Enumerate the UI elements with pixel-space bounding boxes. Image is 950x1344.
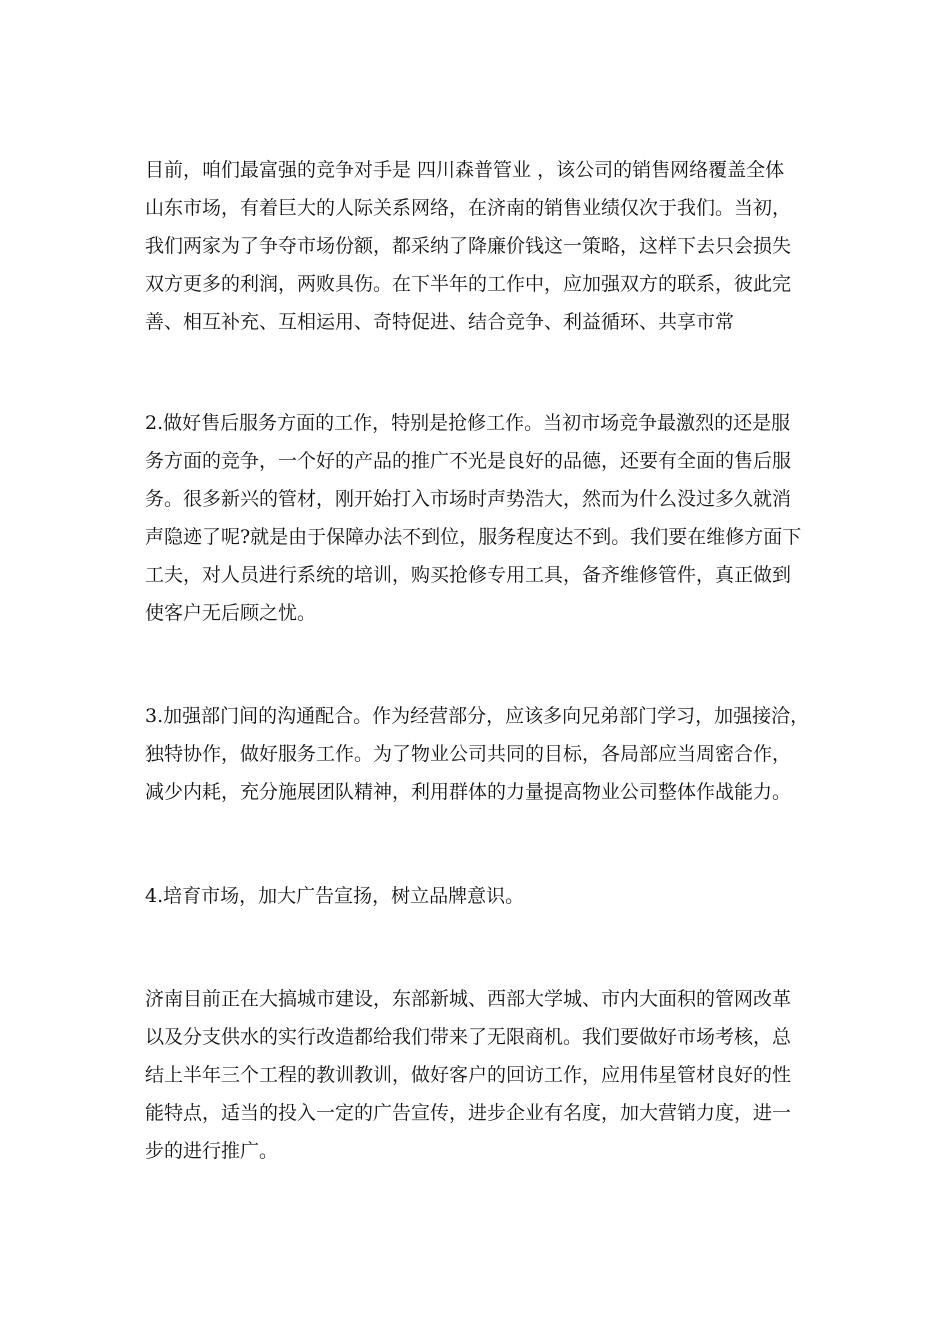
paragraph-line: 步的进行推广。 [145,1140,279,1162]
paragraph-after-sales [145,404,835,632]
paragraph-line: 4.培育市场，加大广告宣扬，树立品牌意识。 [145,885,525,907]
paragraph-line: 使客户无后顾之忧。 [145,602,317,624]
paragraph-line: 以及分支供水的实行改造都给我们带来了无限商机。我们要做好市场考核，总 [145,1026,792,1048]
paragraph-line: 减少内耗，充分施展团队精神，利用群体的力量提高物业公司整体作战能力。 [145,781,792,803]
paragraph-competitor [145,151,835,341]
paragraph-line: 声隐迹了呢?就是由于保障办法不到位，服务程度达不到。我们要在维修方面下 [145,526,802,548]
paragraph-line: 济南目前正在大搞城市建设，东部新城、西部大学城、市内大面积的管网改革 [145,988,792,1010]
paragraph-line: 务方面的竞争，一个好的产品的推广不光是良好的品德，还要有全面的售后服 [145,450,792,472]
paragraph-line: 2.做好售后服务方面的工作，特别是抢修工作。当初市场竞争最激烈的还是服 [145,412,791,434]
paragraph-communication [145,697,835,811]
paragraph-line: 善、相互补充、互相运用、奇特促进、结合竞争、利益循环、共享市常 [145,311,735,333]
paragraph-market-cultivation [145,877,835,915]
paragraph-line: 工夫，对人员进行系统的培训，购买抢修专用工具，备齐维修管件，真正做到 [145,564,792,586]
paragraph-line: 我们两家为了争夺市场份额，都采纳了降廉价钱这一策略，这样下去只会损失 [145,235,792,257]
paragraph-line: 独特协作，做好服务工作。为了物业公司共同的目标，各局部应当周密合作， [145,743,792,765]
paragraph-line: 双方更多的利润，两败具伤。在下半年的工作中，应加强双方的联系，彼此完 [145,273,792,295]
paragraph-line: 结上半年三个工程的教训教训，做好客户的回访工作，应用伟星管材良好的性 [145,1064,792,1086]
paragraph-line: 目前，咱们最富强的竞争对手是 四川森普管业 ，该公司的销售网络覆盖全体 [145,159,785,181]
paragraph-city-construction [145,980,835,1170]
paragraph-line: 山东市场，有着巨大的人际关系网络，在济南的销售业绩仅次于我们。当初， [145,197,792,219]
paragraph-line: 3.加强部门间的沟通配合。作为经营部分，应该多向兄弟部门学习，加强接洽， [145,705,810,727]
paragraph-line: 务。很多新兴的管材，刚开始打入市场时声势浩大，然而为什么没过多久就消 [145,488,792,510]
paragraph-line: 能特点，适当的投入一定的广告宣传，进步企业有名度，加大营销力度，进一 [145,1102,792,1124]
